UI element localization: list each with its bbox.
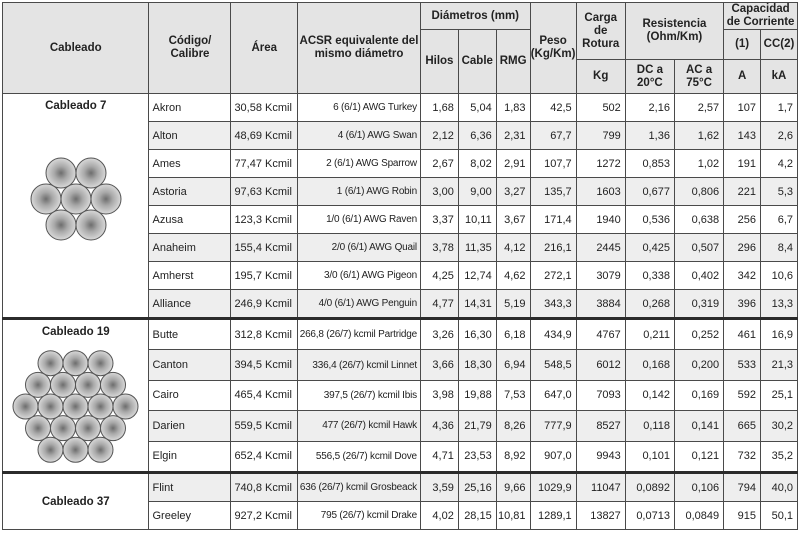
cell-ac: 0,319 (674, 290, 723, 319)
cell-hilos: 4,36 (420, 411, 458, 441)
strand-wire (63, 437, 88, 462)
strand-wire (76, 210, 106, 240)
cell-hilos: 4,71 (420, 441, 458, 472)
cell-cc: 5,3 (761, 178, 798, 206)
cell-acsr: 6 (6/1) AWG Turkey (298, 94, 421, 122)
header-codigo: Código/ Calibre (149, 3, 231, 94)
header-cc2: CC(2) (761, 30, 798, 60)
cell-cable: 5,04 (458, 94, 496, 122)
cell-rmg: 6,94 (496, 350, 530, 380)
cell-cc: 25,1 (761, 380, 798, 410)
cell-carga: 8527 (576, 411, 625, 441)
cell-carga: 6012 (576, 350, 625, 380)
header-carga-unit: Kg (576, 60, 625, 94)
cell-codigo: Butte (149, 319, 231, 350)
cell-ac: 1,02 (674, 150, 723, 178)
cell-cc: 1,7 (761, 94, 798, 122)
cell-ac: 2,57 (674, 94, 723, 122)
cell-cc: 4,2 (761, 150, 798, 178)
cell-peso: 272,1 (530, 262, 576, 290)
cell-rmg: 4,62 (496, 262, 530, 290)
cell-codigo: Amherst (149, 262, 231, 290)
cell-peso: 434,9 (530, 319, 576, 350)
cell-cable: 18,30 (458, 350, 496, 380)
strand-wire (13, 394, 38, 419)
cell-rmg: 2,91 (496, 150, 530, 178)
cell-carga: 1940 (576, 206, 625, 234)
cell-carga: 4767 (576, 319, 625, 350)
cell-carga: 502 (576, 94, 625, 122)
cell-hilos: 3,37 (420, 206, 458, 234)
cell-ac: 0,638 (674, 206, 723, 234)
header-resistencia: Resistencia (Ohm/Km) (625, 3, 723, 60)
group-label: Cableado 19 (41, 326, 110, 338)
header-capacidad: Capacidad de Corriente (724, 3, 798, 30)
cell-codigo: Alton (149, 122, 231, 150)
cell-dc: 0,268 (625, 290, 674, 319)
cell-hilos: 1,68 (420, 94, 458, 122)
cell-hilos: 2,67 (420, 150, 458, 178)
strand-wire (26, 372, 51, 397)
table-row (3, 94, 798, 122)
cell-dc: 0,0892 (625, 473, 674, 502)
strand-wire (51, 416, 76, 441)
cell-acsr: 2 (6/1) AWG Sparrow (298, 150, 421, 178)
cell-cc: 30,2 (761, 411, 798, 441)
cell-codigo: Anaheim (149, 234, 231, 262)
cell-cc: 40,0 (761, 473, 798, 502)
cell-capacidad: 533 (724, 350, 761, 380)
cell-ac: 0,507 (674, 234, 723, 262)
cell-hilos: 3,59 (420, 473, 458, 502)
cell-codigo: Astoria (149, 178, 231, 206)
cell-hilos: 4,02 (420, 502, 458, 530)
cell-hilos: 3,98 (420, 380, 458, 410)
cell-cc: 50,1 (761, 502, 798, 530)
cell-hilos: 2,12 (420, 122, 458, 150)
cell-acsr: 397,5 (26/7) kcmil Ibis (298, 380, 421, 410)
cell-peso: 107,7 (530, 150, 576, 178)
cell-dc: 0,101 (625, 441, 674, 472)
strand-wire (38, 437, 63, 462)
cell-carga: 1272 (576, 150, 625, 178)
strand-wire (63, 394, 88, 419)
cell-capacidad: 794 (724, 473, 761, 502)
header-peso: Peso (Kg/Km) (530, 3, 576, 94)
cell-ac: 0,806 (674, 178, 723, 206)
cell-cc: 8,4 (761, 234, 798, 262)
strand-wire (46, 210, 76, 240)
cell-cc: 6,7 (761, 206, 798, 234)
cell-dc: 0,211 (625, 319, 674, 350)
cell-dc: 0,425 (625, 234, 674, 262)
cell-peso: 171,4 (530, 206, 576, 234)
strand-wire (26, 416, 51, 441)
cell-rmg: 10,81 (496, 502, 530, 530)
cell-capacidad: 107 (724, 94, 761, 122)
cell-area: 465,4 Kcmil (231, 380, 298, 410)
header-carga: Carga de Rotura (576, 3, 625, 60)
strand-19-icon (11, 342, 140, 471)
cell-peso: 67,7 (530, 122, 576, 150)
cell-cable: 19,88 (458, 380, 496, 410)
cell-cable: 6,36 (458, 122, 496, 150)
cell-acsr: 3/0 (6/1) AWG Pigeon (298, 262, 421, 290)
cell-codigo: Alliance (149, 290, 231, 319)
cell-cable: 12,74 (458, 262, 496, 290)
group-cell (3, 473, 149, 530)
cell-dc: 0,338 (625, 262, 674, 290)
strand-wire (76, 416, 101, 441)
group-cell (3, 319, 149, 473)
cell-area: 559,5 Kcmil (231, 411, 298, 441)
cell-dc: 2,16 (625, 94, 674, 122)
cell-peso: 548,5 (530, 350, 576, 380)
cell-ac: 0,141 (674, 411, 723, 441)
header-cap1: (1) (724, 30, 761, 60)
cell-area: 30,58 Kcmil (231, 94, 298, 122)
cell-peso: 216,1 (530, 234, 576, 262)
cell-codigo: Cairo (149, 380, 231, 410)
cell-area: 394,5 Kcmil (231, 350, 298, 380)
cell-rmg: 5,19 (496, 290, 530, 319)
cell-area: 123,3 Kcmil (231, 206, 298, 234)
table-row (3, 473, 798, 502)
strand-wire (113, 394, 138, 419)
cell-carga: 13827 (576, 502, 625, 530)
header-cc2-unit: kA (761, 60, 798, 94)
cell-cable: 11,35 (458, 234, 496, 262)
cell-cable: 28,15 (458, 502, 496, 530)
cell-codigo: Akron (149, 94, 231, 122)
cell-area: 927,2 Kcmil (231, 502, 298, 530)
cell-area: 77,47 Kcmil (231, 150, 298, 178)
cell-capacidad: 143 (724, 122, 761, 150)
header-acsr: ACSR equivalente del mismo diámetro (298, 3, 421, 94)
cell-area: 740,8 Kcmil (231, 473, 298, 502)
strand-wire (101, 416, 126, 441)
cell-peso: 647,0 (530, 380, 576, 410)
cell-codigo: Canton (149, 350, 231, 380)
cell-carga: 1603 (576, 178, 625, 206)
cell-hilos: 3,00 (420, 178, 458, 206)
cell-cc: 13,3 (761, 290, 798, 319)
cell-dc: 0,142 (625, 380, 674, 410)
group-cell (3, 94, 149, 319)
strand-wire (61, 184, 91, 214)
cell-cc: 16,9 (761, 319, 798, 350)
cell-rmg: 1,83 (496, 94, 530, 122)
cell-codigo: Flint (149, 473, 231, 502)
strand-wire (38, 394, 63, 419)
cell-codigo: Ames (149, 150, 231, 178)
table-row (3, 319, 798, 350)
cell-peso: 42,5 (530, 94, 576, 122)
cell-carga: 7093 (576, 380, 625, 410)
table-body (3, 94, 798, 530)
cell-acsr: 1 (6/1) AWG Robin (298, 178, 421, 206)
cell-codigo: Elgin (149, 441, 231, 472)
cell-capacidad: 915 (724, 502, 761, 530)
cell-carga: 3884 (576, 290, 625, 319)
cell-area: 652,4 Kcmil (231, 441, 298, 472)
cell-cable: 16,30 (458, 319, 496, 350)
strand-wire (46, 158, 76, 188)
cell-cable: 10,11 (458, 206, 496, 234)
header-area: Área (231, 3, 298, 94)
cell-rmg: 8,92 (496, 441, 530, 472)
cell-acsr: 2/0 (6/1) AWG Quail (298, 234, 421, 262)
header-ac: AC a 75°C (674, 60, 723, 94)
cell-carga: 799 (576, 122, 625, 150)
cell-hilos: 3,78 (420, 234, 458, 262)
cell-capacidad: 396 (724, 290, 761, 319)
cell-acsr: 1/0 (6/1) AWG Raven (298, 206, 421, 234)
header-rmg: RMG (496, 30, 530, 94)
strand-wire (91, 184, 121, 214)
cell-rmg: 3,67 (496, 206, 530, 234)
cell-codigo: Greeley (149, 502, 231, 530)
cell-ac: 0,200 (674, 350, 723, 380)
cell-ac: 0,121 (674, 441, 723, 472)
group-label: Cableado 37 (41, 495, 110, 508)
strand-wire (76, 158, 106, 188)
cell-cc: 35,2 (761, 441, 798, 472)
conductor-spec-table (2, 2, 798, 530)
cell-cable: 14,31 (458, 290, 496, 319)
strand-wire (31, 184, 61, 214)
strand-wire (51, 372, 76, 397)
strand-wire (76, 372, 101, 397)
cell-capacidad: 191 (724, 150, 761, 178)
cell-rmg: 9,66 (496, 473, 530, 502)
cell-cable: 21,79 (458, 411, 496, 441)
strand-wire (88, 394, 113, 419)
header-cable: Cable (458, 30, 496, 94)
cell-capacidad: 342 (724, 262, 761, 290)
strand-wire (88, 437, 113, 462)
cell-rmg: 4,12 (496, 234, 530, 262)
cell-capacidad: 461 (724, 319, 761, 350)
cell-codigo: Azusa (149, 206, 231, 234)
strand-wire (63, 351, 88, 376)
cell-carga: 3079 (576, 262, 625, 290)
header-dc: DC a 20°C (625, 60, 674, 94)
cell-area: 155,4 Kcmil (231, 234, 298, 262)
cell-hilos: 3,66 (420, 350, 458, 380)
cell-ac: 0,106 (674, 473, 723, 502)
cell-acsr: 4/0 (6/1) AWG Penguin (298, 290, 421, 319)
cell-dc: 1,36 (625, 122, 674, 150)
strand-wire (38, 351, 63, 376)
header-cableado: Cableado (3, 3, 149, 94)
cell-capacidad: 592 (724, 380, 761, 410)
cell-codigo: Darien (149, 411, 231, 441)
cell-area: 48,69 Kcmil (231, 122, 298, 150)
cell-cable: 23,53 (458, 441, 496, 472)
header-diametros: Diámetros (mm) (420, 3, 530, 30)
cell-capacidad: 256 (724, 206, 761, 234)
cell-acsr: 477 (26/7) kcmil Hawk (298, 411, 421, 441)
cell-rmg: 6,18 (496, 319, 530, 350)
cell-carga: 9943 (576, 441, 625, 472)
header-cap1-unit: A (724, 60, 761, 94)
cell-dc: 0,168 (625, 350, 674, 380)
cell-cable: 9,00 (458, 178, 496, 206)
cell-peso: 1029,9 (530, 473, 576, 502)
cell-peso: 343,3 (530, 290, 576, 319)
cell-capacidad: 296 (724, 234, 761, 262)
cell-rmg: 7,53 (496, 380, 530, 410)
cell-acsr: 336,4 (26/7) kcmil Linnet (298, 350, 421, 380)
cell-capacidad: 221 (724, 178, 761, 206)
cell-cable: 8,02 (458, 150, 496, 178)
cell-capacidad: 665 (724, 411, 761, 441)
cell-peso: 135,7 (530, 178, 576, 206)
cell-carga: 2445 (576, 234, 625, 262)
cell-hilos: 4,77 (420, 290, 458, 319)
cell-peso: 777,9 (530, 411, 576, 441)
cell-hilos: 3,26 (420, 319, 458, 350)
cell-dc: 0,0713 (625, 502, 674, 530)
cell-capacidad: 732 (724, 441, 761, 472)
cell-rmg: 8,26 (496, 411, 530, 441)
cell-dc: 0,853 (625, 150, 674, 178)
cell-dc: 0,677 (625, 178, 674, 206)
strand-7-icon (29, 156, 123, 242)
cell-hilos: 4,25 (420, 262, 458, 290)
cell-ac: 0,0849 (674, 502, 723, 530)
cell-area: 195,7 Kcmil (231, 262, 298, 290)
cell-dc: 0,118 (625, 411, 674, 441)
cell-ac: 0,169 (674, 380, 723, 410)
cell-carga: 11047 (576, 473, 625, 502)
cell-peso: 907,0 (530, 441, 576, 472)
group-label: Cableado 7 (45, 100, 107, 112)
cell-cc: 10,6 (761, 262, 798, 290)
cell-rmg: 3,27 (496, 178, 530, 206)
cell-acsr: 4 (6/1) AWG Swan (298, 122, 421, 150)
cell-ac: 0,252 (674, 319, 723, 350)
cell-acsr: 556,5 (26/7) kcmil Dove (298, 441, 421, 472)
strand-wire (88, 351, 113, 376)
cell-cc: 21,3 (761, 350, 798, 380)
cell-acsr: 266,8 (26/7) kcmil Partridge (298, 319, 421, 350)
cell-area: 312,8 Kcmil (231, 319, 298, 350)
cell-area: 97,63 Kcmil (231, 178, 298, 206)
cell-area: 246,9 Kcmil (231, 290, 298, 319)
cell-cable: 25,16 (458, 473, 496, 502)
cell-ac: 1,62 (674, 122, 723, 150)
cell-acsr: 636 (26/7) kcmil Grosbeack (298, 473, 421, 502)
cell-peso: 1289,1 (530, 502, 576, 530)
cell-ac: 0,402 (674, 262, 723, 290)
strand-wire (101, 372, 126, 397)
cell-dc: 0,536 (625, 206, 674, 234)
header-hilos: Hilos (420, 30, 458, 94)
cell-cc: 2,6 (761, 122, 798, 150)
cell-rmg: 2,31 (496, 122, 530, 150)
cell-acsr: 795 (26/7) kcmil Drake (298, 502, 421, 530)
